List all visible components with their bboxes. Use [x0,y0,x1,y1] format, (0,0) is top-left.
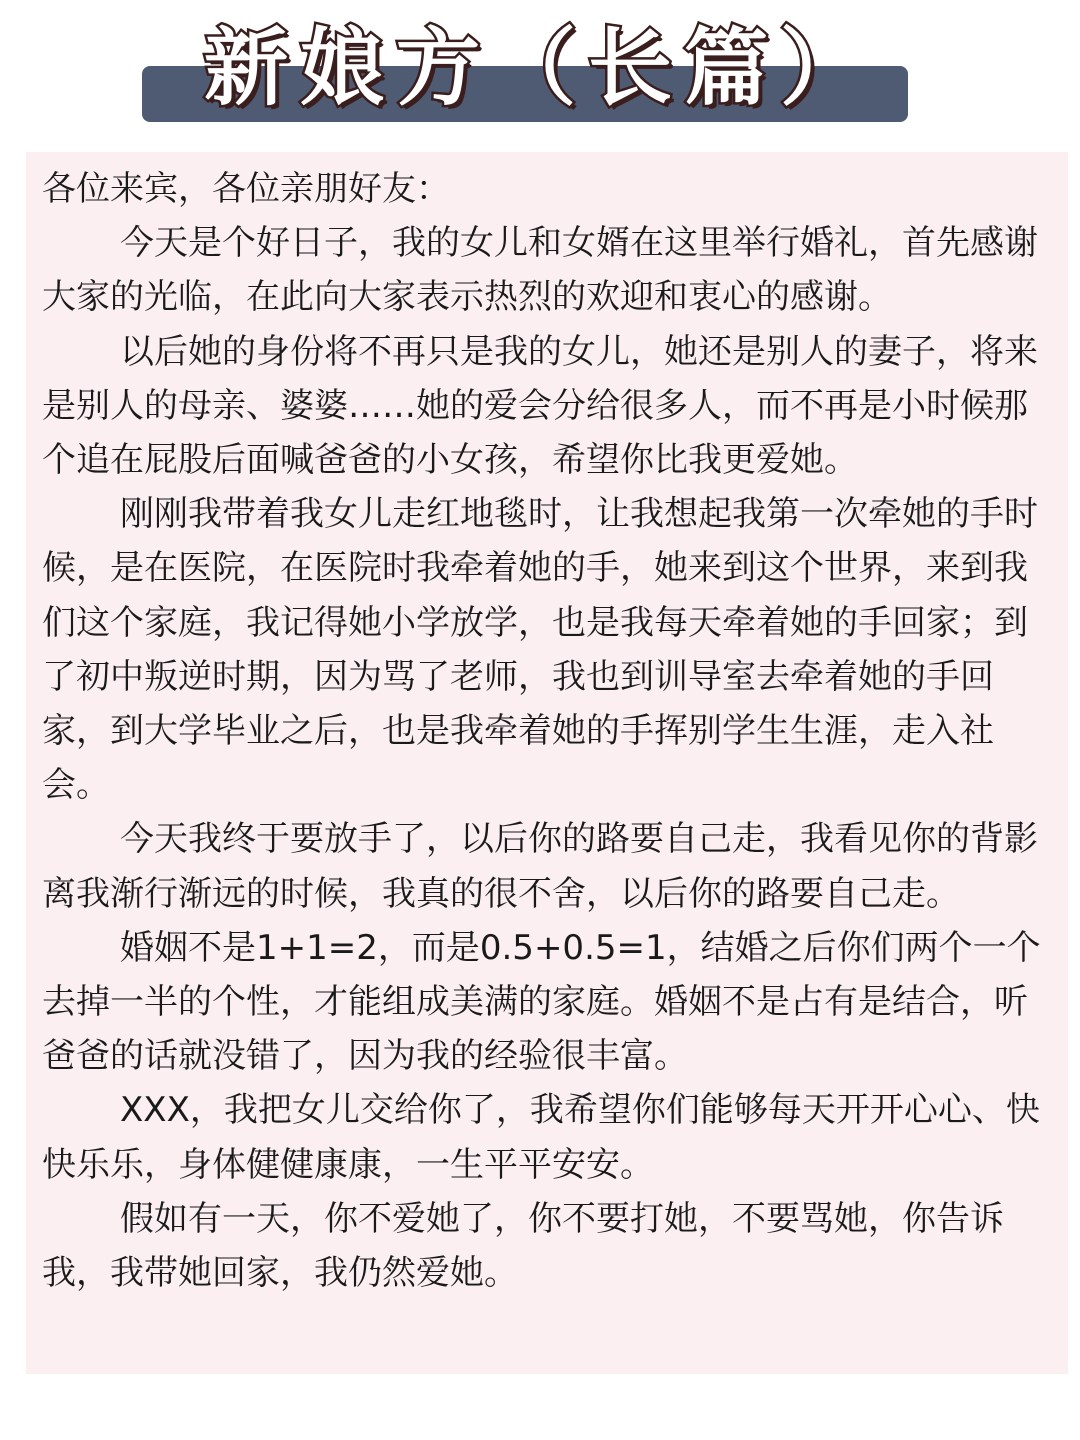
paragraph-1: 今天是个好日子，我的女儿和女婿在这里举行婚礼，首先感谢大家的光临，在此向大家表示热烈的欢迎和衷心的感谢。 [42,223,1038,318]
speech-content [26,152,1068,1374]
paragraph-6: XXX，我把女儿交给你了，我希望你们能够每天开开心心、快快乐乐，身体健健康康，一生平平安安。 [42,1090,1040,1185]
paragraph-7: 假如有一天，你不爱她了，你不要打她，不要骂她，你告诉我，我带她回家，我仍然爱她。 [42,1198,1004,1294]
paragraph-4: 今天我终于要放手了，以后你的路要自己走，我看见你的背影离我渐行渐远的时候，我真的很不舍，以后你的路要自己走。 [42,819,1038,914]
paragraph-2: 以后她的身份将不再只是我的女儿，她还是别人的妻子，将来是别人的母亲、婆婆……她的爱会分给很多人，而不再是小时候那个追在屁股后面喊爸爸的小女孩，希望你比我更爱她。 [42,331,1038,481]
page-title: 新娘方（长篇） [203,19,876,117]
paragraph-5: 婚姻不是1+1=2，而是0.5+0.5=1，结婚之后你们两个一个去掉一半的个性，才能组成美满的家庭。婚姻不是占有是结合，听爸爸的话就没错了，因为我的经验很丰富。 [42,927,1041,1077]
paragraph-3: 刚刚我带着我女儿走红地毯时，让我想起我第一次牵她的手时候，是在医院，在医院时我牵着她的手，她来到这个世界，来到我们这个家庭，我记得她小学放学，也是我每天牵着她的手回家；到了初中叛逆时期，因为骂了老师，我也到训导室去牵着她的手回家，到大学毕业之后，也是我牵着她的手挥别学生生涯，走入社会。 [42,494,1038,806]
greeting: 各位来宾，各位亲朋好友： [42,169,450,209]
